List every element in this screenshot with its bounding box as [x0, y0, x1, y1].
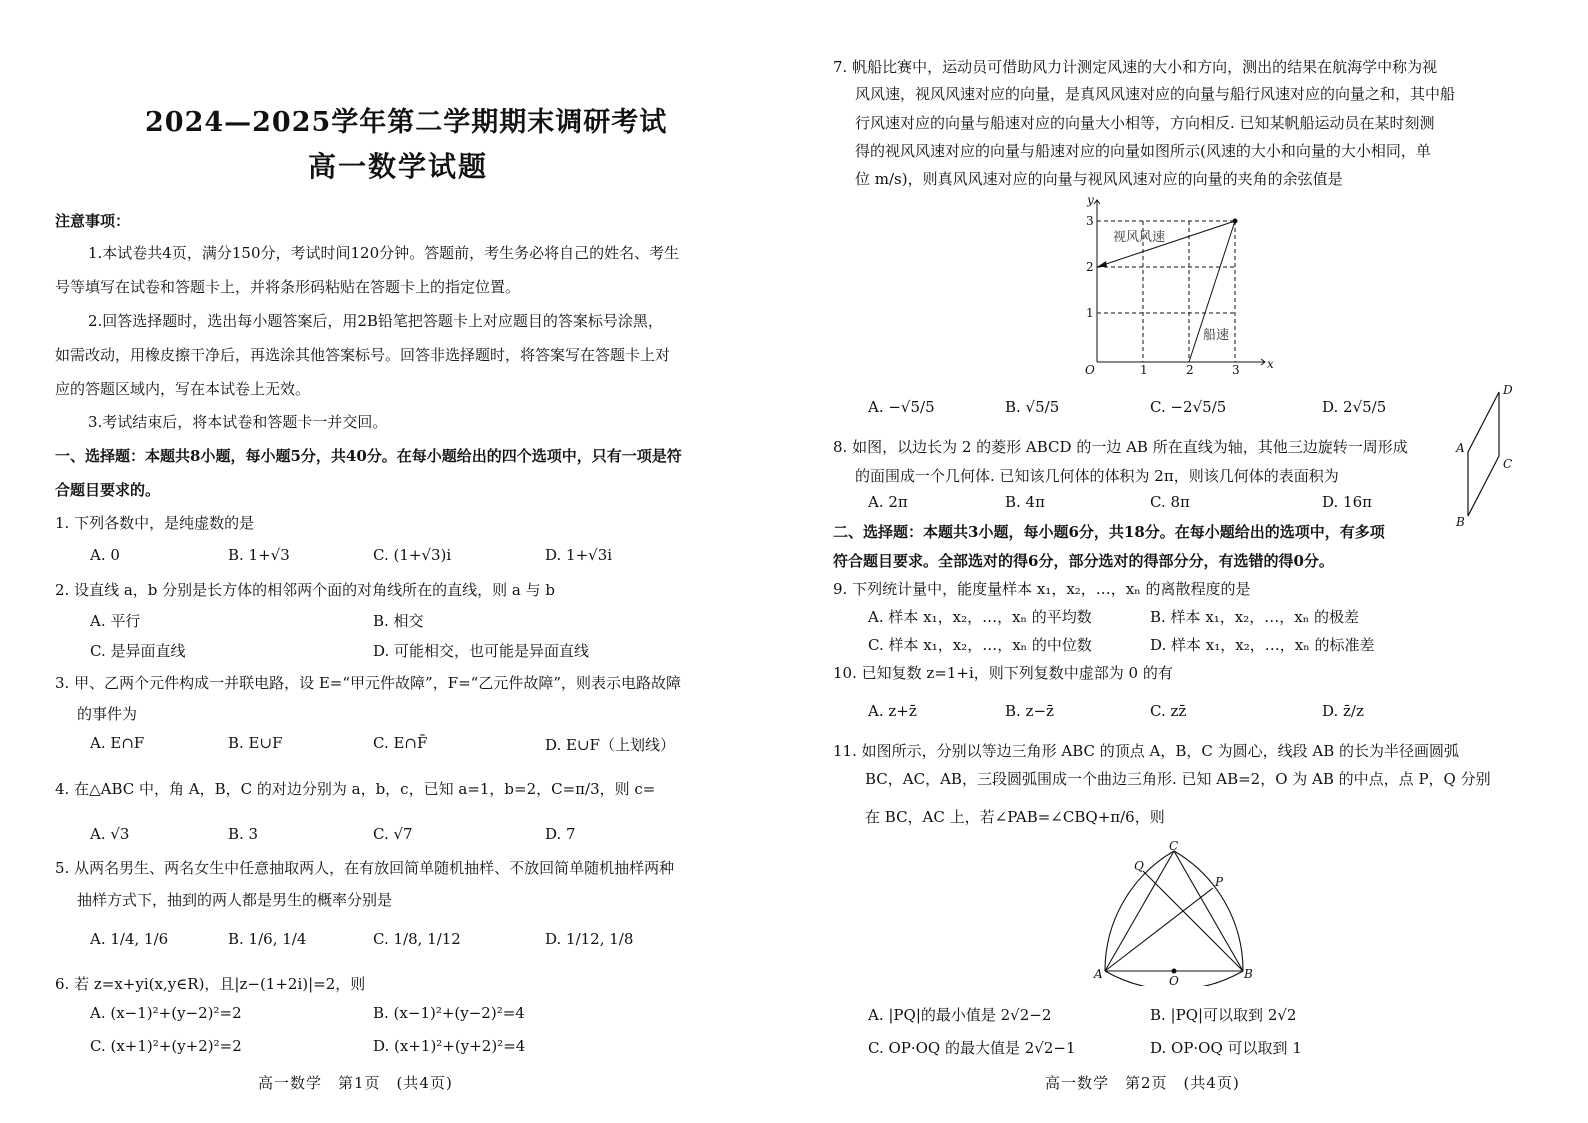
q3-option-b: B. E∪F [228, 734, 283, 752]
page-2-footer: 高一数学 第2页 (共4页) [1045, 1074, 1240, 1092]
q8-option-b: B. 4π [1005, 493, 1045, 511]
q1-option-d: D. 1+√3i [545, 546, 613, 564]
q10-option-c: C. zz̄ [1150, 702, 1187, 720]
q11-option-c: C. OP·OQ 的最大值是 2√2−1 [868, 1039, 1076, 1057]
q2-stem: 2. 设直线 a，b 分别是长方体的相邻两个面的对角线所在的直线，则 a 与 b [55, 581, 556, 599]
q6-option-d: D. (x+1)²+(y+2)²=4 [373, 1037, 526, 1055]
y-tick: 2 [1086, 260, 1094, 274]
q6-stem: 6. 若 z=x+yi(x,y∈R)，且|z−(1+2i)|=2，则 [55, 975, 366, 993]
q9-option-a: A. 样本 x₁，x₂，…，xₙ 的平均数 [868, 608, 1092, 626]
q1-option-c: C. (1+√3)i [373, 546, 452, 564]
rhombus-abcd [1468, 392, 1499, 516]
q7-option-a: A. −√5/5 [868, 398, 935, 416]
q4-option-a: A. √3 [90, 825, 130, 843]
point-label-c: C [1169, 839, 1179, 853]
q6-option-c: C. (x+1)²+(y+2)²=2 [90, 1037, 242, 1055]
y-tick: 1 [1086, 306, 1094, 320]
q8-stem: 的面围成一个几何体. 已知该几何体的体积为 2π，则该几何体的表面积为 [855, 467, 1339, 485]
q1-option-a: A. 0 [90, 546, 120, 564]
boat-speed-label: 船速 [1203, 328, 1230, 343]
q11-reuleaux-figure [1090, 838, 1260, 986]
exam-subtitle: 高一数学试题 [308, 150, 489, 183]
point-label-o: O [1169, 974, 1179, 986]
x-tick: 1 [1140, 363, 1148, 377]
note-line: 如需改动，用橡皮擦干净后，再选涂其他答案标号。回答非选择题时，将答案写在答题卡上对 [55, 346, 671, 364]
q9-option-c: C. 样本 x₁，x₂，…，xₙ 的中位数 [868, 636, 1092, 654]
point-label-q: Q [1134, 859, 1144, 873]
q8-option-c: C. 8π [1150, 493, 1190, 511]
vertex-label-c: C [1503, 457, 1513, 471]
point-label-b: B [1244, 967, 1253, 981]
q1-option-b: B. 1+√3 [228, 546, 290, 564]
section-2-heading: 二、选择题：本题共3小题，每小题6分，共18分。在每小题给出的选项中，有多项 [833, 523, 1385, 541]
vector-endpoint [1233, 219, 1238, 224]
q5-option-a: A. 1/4, 1/6 [90, 930, 169, 948]
y-axis-label: y [1087, 193, 1094, 207]
q5-stem: 抽样方式下，抽到的两人都是男生的概率分别是 [77, 891, 393, 909]
q7-vector-figure [1075, 192, 1275, 377]
wind-vector-arrowhead [1097, 261, 1107, 267]
q3-stem: 3. 甲、乙两个元件构成一并联电路，设 E=“甲元件故障”，F=“乙元件故障”，则表示电路故障 [55, 674, 682, 692]
q2-option-a: A. 平行 [90, 612, 141, 630]
note-line: 2.回答选择题时，选出每小题答案后，用2B铅笔把答题卡上对应题目的答案标号涂黑， [88, 312, 663, 330]
y-tick: 3 [1086, 214, 1094, 228]
vertex-label-a: A [1456, 441, 1465, 455]
q8-stem: 8. 如图，以边长为 2 的菱形 ABCD 的一边 AB 所在直线为轴，其他三边旋转一周形成 [833, 438, 1408, 456]
segment-bq [1143, 871, 1243, 971]
q5-stem: 5. 从两名男生、两名女生中任意抽取两人，在有放回简单随机抽样、不放回简单随机抽样两种 [55, 859, 675, 877]
q5-option-d: D. 1/12, 1/8 [545, 930, 634, 948]
q5-option-c: C. 1/8, 1/12 [373, 930, 461, 948]
q2-option-d: D. 可能相交，也可能是异面直线 [373, 642, 590, 660]
section-1-heading: 合题目要求的。 [55, 481, 161, 499]
q9-stem: 9. 下列统计量中，能度量样本 x₁，x₂，…，xₙ 的离散程度的是 [833, 580, 1251, 598]
q7-stem: 7. 帆船比赛中，运动员可借助风力计测定风速的大小和方向，测出的结果在航海学中称为视 [833, 58, 1438, 76]
q7-stem: 位 m/s)，则真风风速对应的向量与视风风速对应的向量的夹角的余弦值是 [855, 170, 1343, 188]
q11-option-b: B. |PQ|可以取到 2√2 [1150, 1006, 1297, 1024]
q11-stem: 在 BC，AC 上，若∠PAB=∠CBQ+π/6，则 [865, 808, 1165, 826]
q7-option-d: D. 2√5/5 [1322, 398, 1387, 416]
note-line: 号等填写在试卷和答题卡上，并将条形码粘贴在答题卡上的指定位置。 [55, 278, 521, 296]
section-2-heading: 符合题目要求。全部选对的得6分，部分选对的得部分分，有选错的得0分。 [833, 552, 1334, 570]
q3-option-c: C. E∩F̄ [373, 734, 428, 752]
vertex-label-d: D [1503, 383, 1513, 397]
q7-option-b: B. √5/5 [1005, 398, 1060, 416]
q7-stem: 得的视风风速对应的向量与船速对应的向量如图所示(风速的大小和向量的大小相同，单 [855, 142, 1431, 160]
q11-option-a: A. |PQ|的最小值是 2√2−2 [868, 1006, 1052, 1024]
q8-option-d: D. 16π [1322, 493, 1372, 511]
q10-stem: 10. 已知复数 z=1+i，则下列复数中虚部为 0 的有 [833, 664, 1173, 682]
segment-bc [1174, 851, 1243, 971]
note-line: 3.考试结束后，将本试卷和答题卡一并交回。 [88, 413, 388, 431]
q11-stem: 11. 如图所示，分别以等边三角形 ABC 的顶点 A，B，C 为圆心，线段 AB 的长为半径画圆弧 [833, 742, 1460, 760]
q7-stem: 风风速，视风风速对应的向量，是真风风速对应的向量与船行风速对应的向量之和，其中船 [855, 85, 1456, 103]
q3-stem: 的事件为 [77, 705, 138, 723]
notes-heading: 注意事项： [55, 212, 131, 230]
vertex-label-b: B [1456, 515, 1465, 529]
wind-speed-label: 视风风速 [1113, 230, 1166, 245]
q1-stem: 1. 下列各数中，是纯虚数的是 [55, 514, 255, 532]
segment-ap [1105, 888, 1213, 971]
q7-option-c: C. −2√5/5 [1150, 398, 1227, 416]
q9-option-d: D. 样本 x₁，x₂，…，xₙ 的标准差 [1150, 636, 1375, 654]
q10-option-b: B. z−z̄ [1005, 702, 1054, 720]
midpoint-o [1172, 969, 1177, 974]
q11-stem: BC，AC，AB，三段圆弧围成一个曲边三角形. 已知 AB=2，O 为 AB 的中点，点 P，Q 分别 [865, 770, 1491, 788]
point-label-a: A [1094, 967, 1103, 981]
x-tick: 2 [1186, 363, 1194, 377]
q3-option-a: A. E∩F [90, 734, 145, 752]
q6-option-b: B. (x−1)²+(y−2)²=4 [373, 1004, 525, 1022]
note-line: 应的答题区域内，写在本试卷上无效。 [55, 380, 311, 398]
origin-label: O [1085, 363, 1095, 377]
q10-option-d: D. z̄/z [1322, 702, 1364, 720]
q8-option-a: A. 2π [868, 493, 908, 511]
q5-option-b: B. 1/6, 1/4 [228, 930, 307, 948]
q4-option-c: C. √7 [373, 825, 413, 843]
q9-option-b: B. 样本 x₁，x₂，…，xₙ 的极差 [1150, 608, 1359, 626]
q3-option-d: D. E∪F（上划线） [545, 736, 675, 754]
q2-option-b: B. 相交 [373, 612, 424, 630]
q6-option-a: A. (x−1)²+(y−2)²=2 [90, 1004, 242, 1022]
q8-rhombus-figure [1450, 378, 1520, 530]
q4-option-d: D. 7 [545, 825, 576, 843]
x-axis-label: x [1267, 357, 1274, 371]
note-line: 1.本试卷共4页，满分150分，考试时间120分钟。答题前，考生务必将自己的姓名、考生 [88, 244, 680, 262]
x-tick: 3 [1232, 363, 1240, 377]
exam-title: 2024—2025学年第二学期期末调研考试 [145, 107, 668, 138]
q2-option-c: C. 是异面直线 [90, 642, 186, 660]
q4-stem: 4. 在△ABC 中，角 A，B，C 的对边分别为 a，b，c，已知 a=1，b=2，C=π/3，则 c= [55, 780, 656, 798]
q7-stem: 行风速对应的向量与船速对应的向量大小相等，方向相反. 已知某帆船运动员在某时刻测 [855, 114, 1435, 132]
point-label-p: P [1215, 875, 1224, 889]
q11-option-d: D. OP·OQ 可以取到 1 [1150, 1039, 1302, 1057]
q4-option-b: B. 3 [228, 825, 259, 843]
page-1-footer: 高一数学 第1页 (共4页) [258, 1074, 453, 1092]
q10-option-a: A. z+z̄ [868, 702, 917, 720]
section-1-heading: 一、选择题：本题共8小题，每小题5分，共40分。在每小题给出的四个选项中，只有一项是符 [55, 447, 682, 465]
